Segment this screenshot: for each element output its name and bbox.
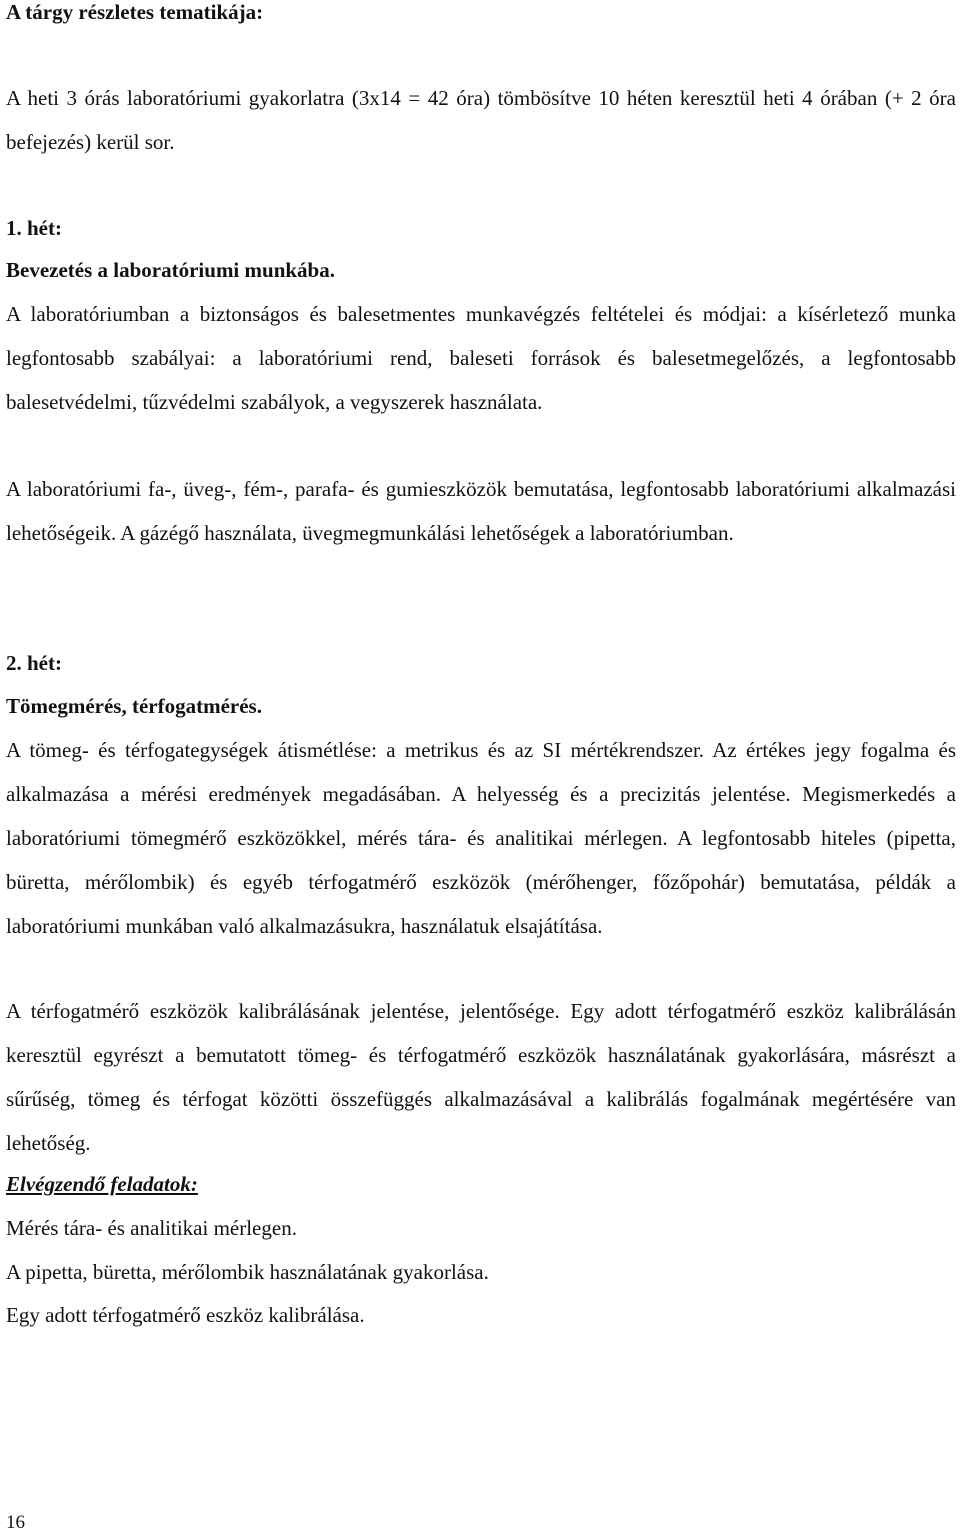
task-item: A pipetta, büretta, mérőlombik használatának gyakorlása. [6,1260,489,1284]
week-1-topic: Bevezetés a laboratóriumi munkába. [6,258,335,282]
week-1-label: 1. hét: [6,216,62,240]
week-1-paragraph-1: A laboratóriumban a biztonságos és balesetmentes munkavégzés feltételei és módjai: a kísérletező munka legfontosabb szabályai: a laboratóriumi rend, baleseti források és balesetmegelőzés, a legfontosabb balesetvédelmi, tűzvédelmi szabályok, a vegyszerek használata. [6,302,956,414]
task-item: Egy adott térfogatmérő eszköz kalibrálása. [6,1303,365,1327]
week-2-paragraph-1: A tömeg- és térfogategységek átismétlése: a metrikus és az SI mértékrendszer. Az értékes jegy fogalma és alkalmazása a mérési eredmények megadásában. A helyesség és a precizitás jelentése. Megismerkedés a laboratóriumi tömegmérő eszközökkel, mérés tára- és analitikai mérlegen. A legfontosabb hiteles (pipetta, büretta, mérőlombik) és egyéb térfogatmérő eszközök (mérőhenger, főzőpohár) bemutatása, példák a laboratóriumi munkában való alkalmazásukra, használatuk elsajátítása. [6,738,956,938]
task-item: Mérés tára- és analitikai mérlegen. [6,1216,297,1240]
document-title: A tárgy részletes tematikája: [6,0,264,24]
page-number: 16 [6,1512,25,1533]
week-2-paragraph-2: A térfogatmérő eszközök kalibrálásának jelentése, jelentősége. Egy adott térfogatmérő eszköz kalibrálásán keresztül egyrészt a bemutatott tömeg- és térfogatmérő eszközök használatának gyakorlására, másrészt a sűrűség, tömeg és térfogat közötti összefüggés alkalmazásával a kalibrálás fogalmának megértésére van lehetőség. [6,999,956,1155]
tasks-heading: Elvégzendő feladatok: [6,1172,198,1196]
week-1-paragraph-2: A laboratóriumi fa-, üveg-, fém-, parafa- és gumieszközök bemutatása, legfontosabb laboratóriumi alkalmazási lehetőségeik. A gázégő használata, üvegmegmunkálási lehetőségek a laboratóriumban. [6,477,956,545]
intro-paragraph: A heti 3 órás laboratóriumi gyakorlatra (3x14 = 42 óra) tömbösítve 10 héten keresztül heti 4 órában (+ 2 óra befejezés) kerül sor. [6,86,956,154]
week-2-topic: Tömegmérés, térfogatmérés. [6,694,262,718]
week-2-label: 2. hét: [6,651,62,675]
